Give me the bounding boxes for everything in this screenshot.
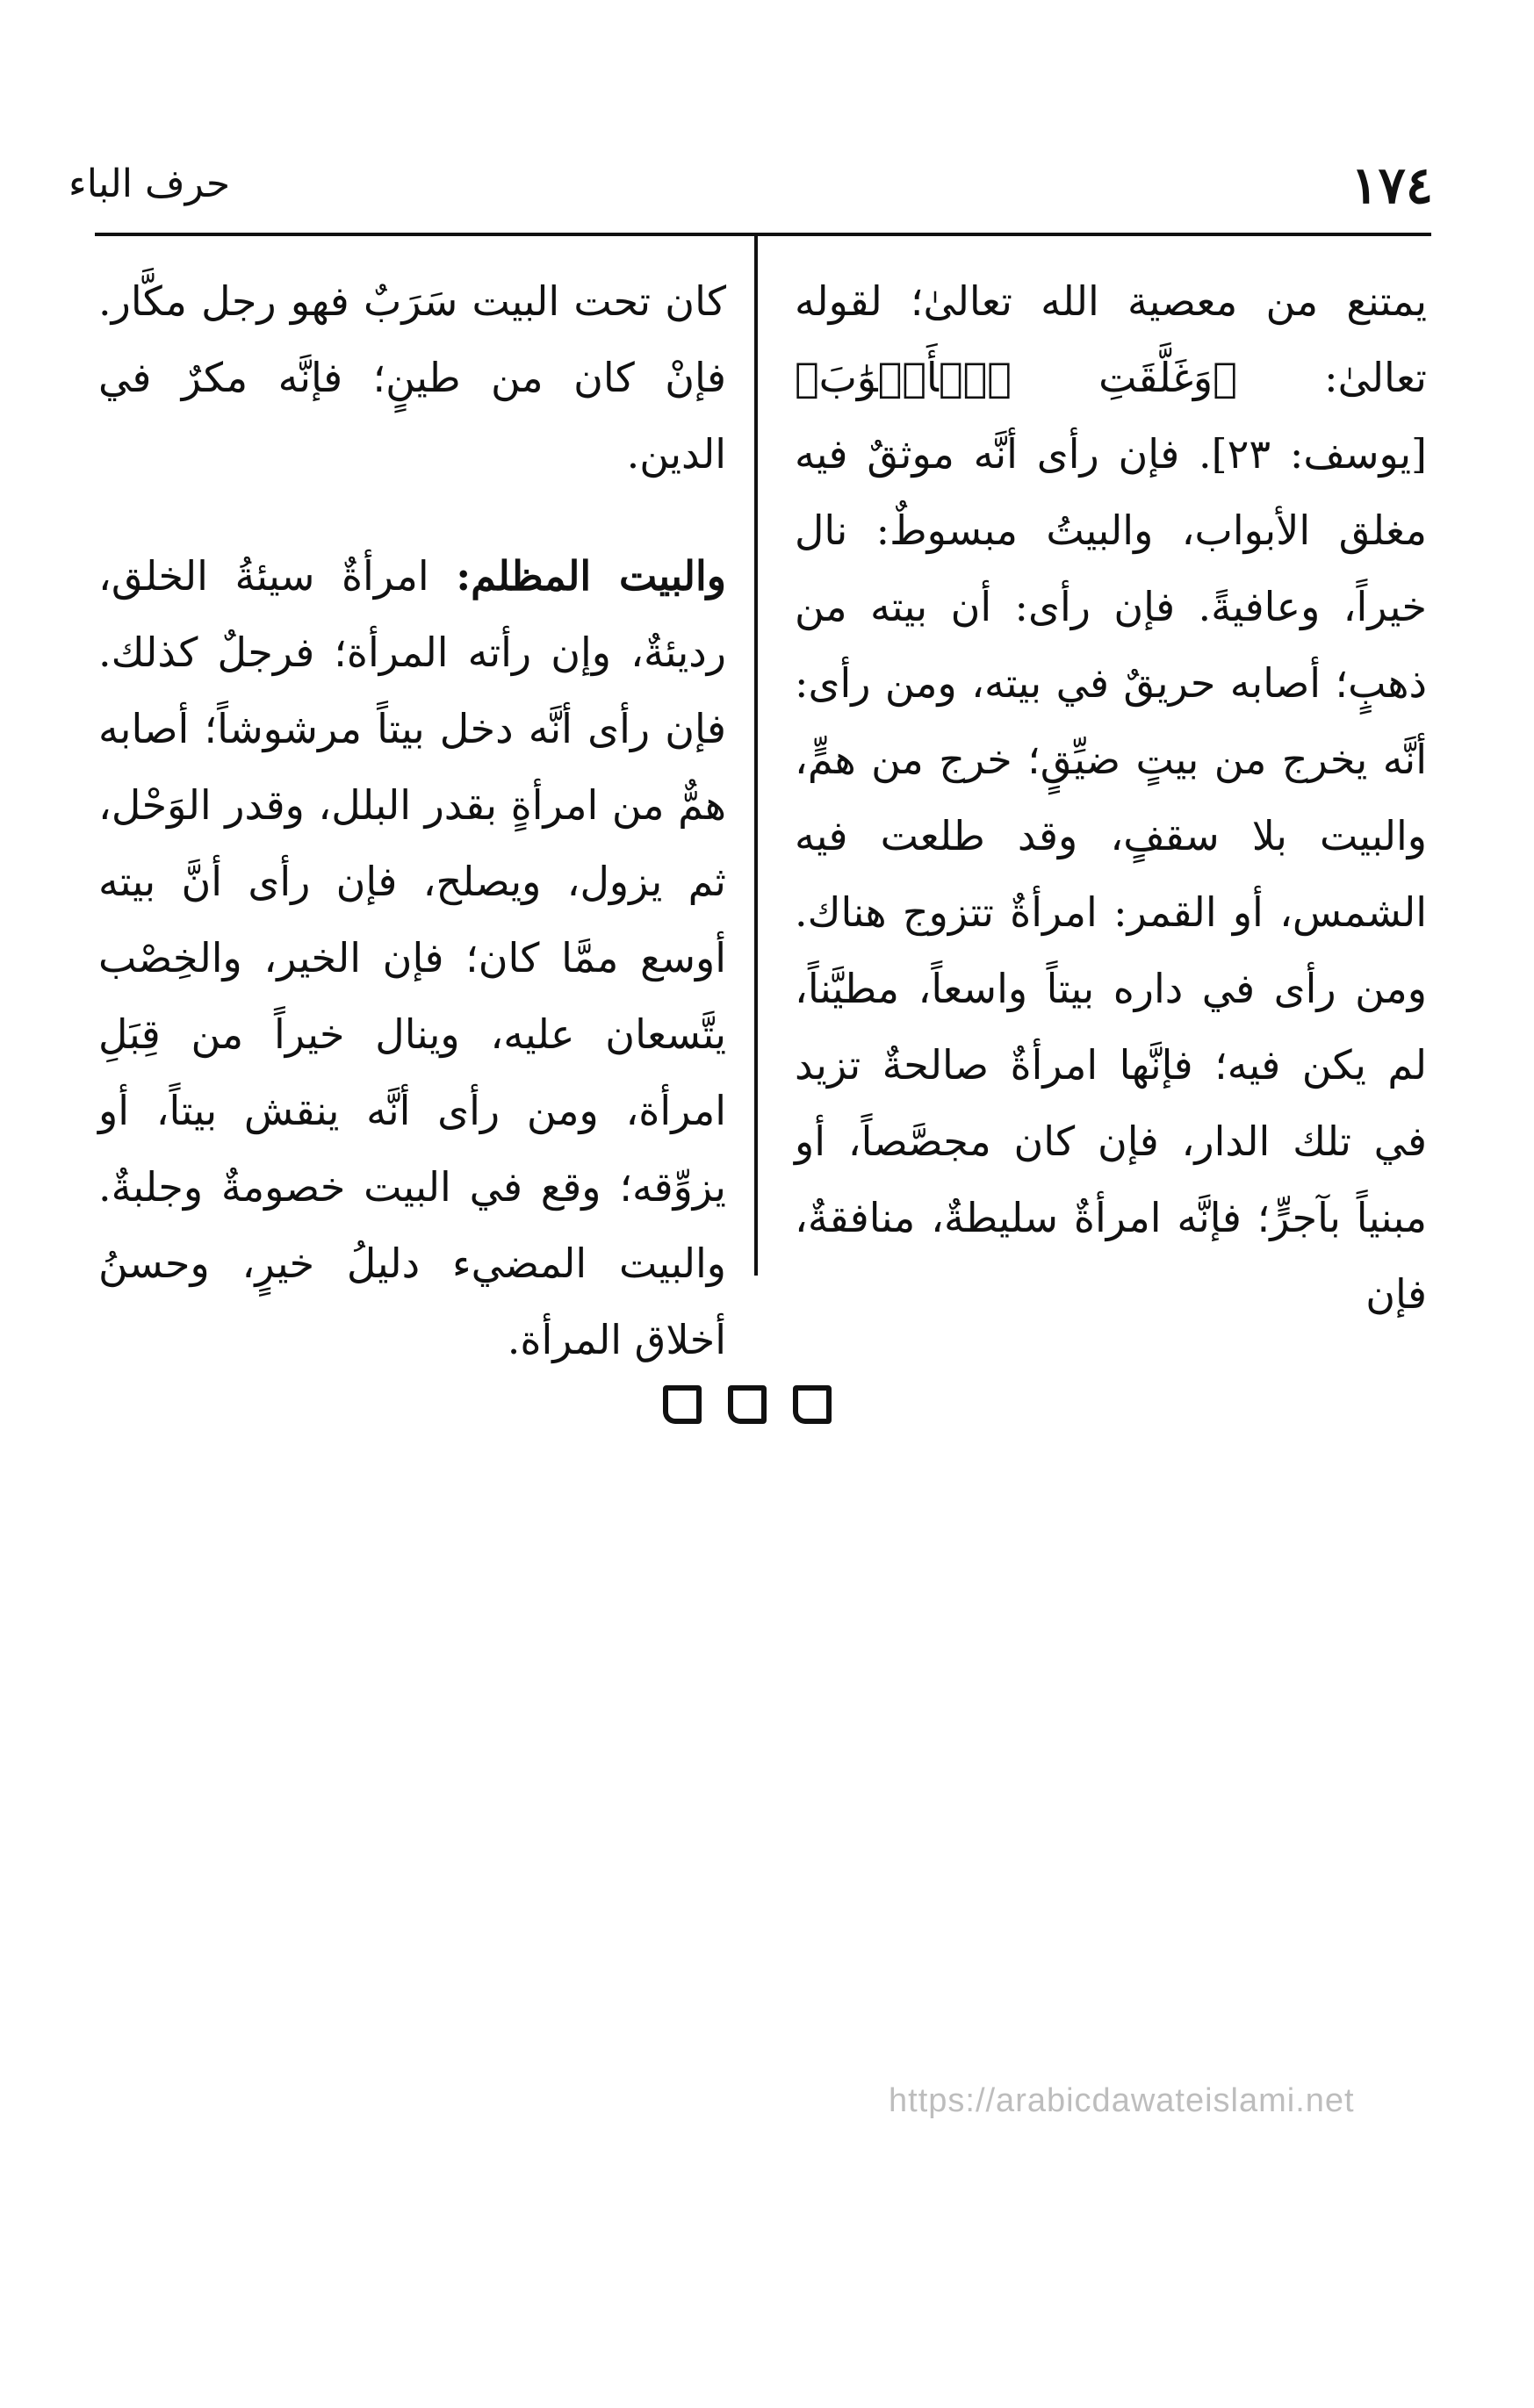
left-paragraph-1: كان تحت البيت سَرَبٌ فهو رجل مكَّار. فإنْ كان من طينٍ؛ فإنَّه مكرٌ في الدين. xyxy=(98,277,726,478)
quran-verse: ﴿وَغَلَّقَتِ ٱلۡأَبۡوَٰبَ﴾ xyxy=(795,354,1237,401)
left-paragraph-2 xyxy=(98,538,726,1378)
column-divider xyxy=(754,234,758,1276)
section-end-marks xyxy=(663,1385,832,1424)
left-column xyxy=(98,263,726,1378)
watermark-url: https://arabicdawateislami.net xyxy=(889,2082,1355,2119)
end-square-icon xyxy=(728,1385,767,1424)
end-square-icon xyxy=(793,1385,832,1424)
end-square-icon xyxy=(663,1385,702,1424)
paragraph-gap xyxy=(98,492,726,538)
chapter-title: حرف الباء xyxy=(68,162,231,206)
right-text-before-verse: يمتنع من معصية الله تعالىٰ؛ لقوله تعالىٰ: xyxy=(795,277,1427,401)
header-rule xyxy=(95,233,1431,236)
right-text-after-verse: [يوسف: ٢٣]. فإن رأى أنَّه موثقٌ فيه مغلق الأبواب، والبيتُ مبسوطٌ: نال خيراً، وعافيةً. فإن رأى: أن بيته من ذهبٍ؛ أصابه حريقٌ في بيته، ومن رأى: أنَّه يخرج من بيتٍ ضيِّقٍ؛ خرج من همٍّ، والبيت بلا سقفٍ، وقد طلعت فيه الشمس، أو القمر: امرأةٌ تتزوج هناك. ومن رأى في داره بيتاً واسعاً، مطيَّناً، لم يكن فيه؛ فإنَّها امرأةٌ صالحةٌ تزيد في تلك الدار، فإن كان مجصَّصاً، أو مبنياً بآجرٍّ؛ فإنَّه امرأةٌ سليطةٌ، منافقةٌ، فإن xyxy=(795,430,1428,1318)
page-number: ١٧٤ xyxy=(1350,155,1433,215)
right-column xyxy=(795,263,1427,1333)
right-column-paragraph xyxy=(795,263,1427,1333)
dark-house-text: امرأةٌ سيئةُ الخلق، رديئةٌ، وإن رأته المرأة؛ فرجلٌ كذلك. فإن رأى أنَّه دخل بيتاً مرشوشاً؛ أصابه همٌّ من امرأةٍ بقدر البلل، وقدر الوَحْل، ثم يزول، ويصلح، فإن رأى أنَّ بيته أوسع ممَّا كان؛ فإن الخير، والخِصْب يتَّسعان عليه، وينال خيراً من قِبَلِ امرأة، ومن رأى أنَّه ينقش بيتاً، أو يزوِّقه؛ وقع في البيت خصومةٌ وجلبةٌ. والبيت المضيء دليلُ خيرٍ، وحسنُ أخلاق المرأة. xyxy=(98,552,726,1363)
dark-house-term: والبيت المظلم: xyxy=(456,552,726,600)
